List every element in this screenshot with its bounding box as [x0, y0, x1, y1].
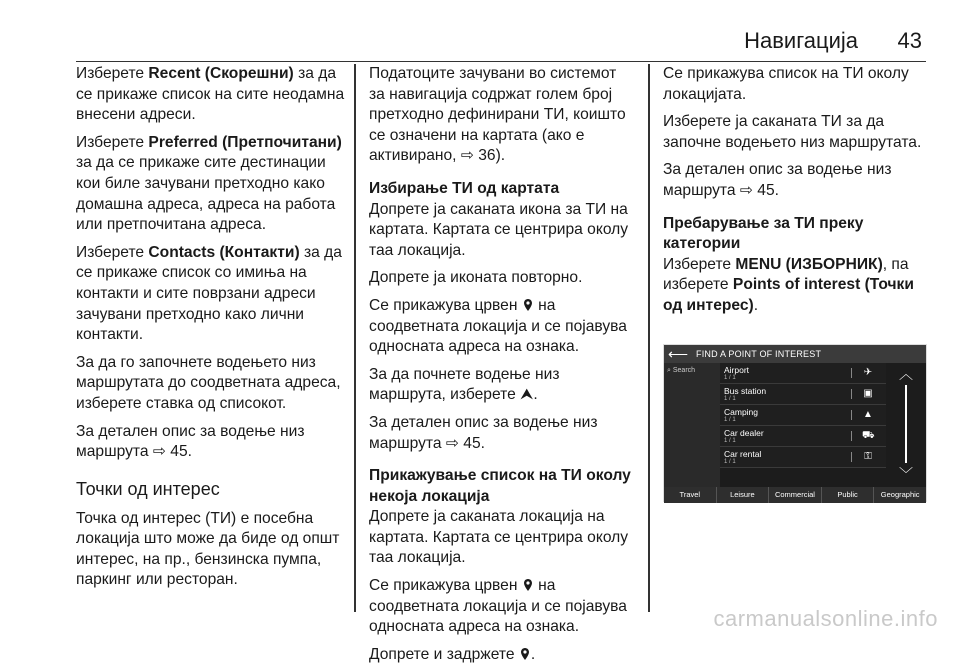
paragraph: За детален опис за водење низ маршрута ⇨ 45.: [76, 422, 305, 461]
back-arrow-icon[interactable]: ⟵: [668, 346, 689, 362]
page-header: [76, 22, 926, 62]
paragraph: За да почнете водење низ маршрута, изберете ⮝.: [369, 365, 560, 404]
paragraph: Изберете Contacts (Контакти) за да се прикаже список со имиња на контакти и сите поврзани адреси зачувани претходно како лични контакти.: [76, 243, 342, 344]
scroll-track[interactable]: [905, 385, 907, 463]
reference-arrow-icon: ⇨: [460, 147, 474, 165]
subheading: Избирање ТИ од картата: [369, 179, 560, 197]
chevron-up-icon[interactable]: ︿: [899, 366, 913, 382]
tab-leisure[interactable]: Leisure: [717, 487, 770, 503]
page-title: Навигација: [744, 28, 858, 53]
airplane-icon: ✈: [863, 367, 873, 378]
paragraph: За детален опис за водење низ маршрута ⇨ 45.: [663, 161, 892, 199]
tab-travel[interactable]: Travel: [664, 487, 717, 503]
paragraph: Се прикажува црвен на соодветната локација и се појавува односната адреса на ознака.: [369, 296, 627, 356]
poi-tab-bar: [664, 487, 926, 503]
paragraph: Се прикажува црвен на соодветната локација и се појавува односната адреса на ознака.: [369, 577, 627, 636]
reference-arrow-icon: ⇨: [152, 443, 166, 461]
poi-sidebar: [664, 363, 720, 487]
search-button[interactable]: ⌕ Search: [667, 367, 696, 374]
poi-category-list: [720, 363, 888, 468]
map-pin-icon: [521, 648, 529, 660]
map-pin-icon: [524, 299, 532, 311]
tent-icon: ▲: [863, 409, 873, 420]
paragraph: Изберете MENU (ИЗБОРНИК), па изберете Points of interest (Точки од интерес).: [663, 255, 914, 314]
subheading: Пребарување за ТИ преку категории: [663, 214, 864, 253]
reference-arrow-icon: ⇨: [739, 181, 753, 199]
scrollbar[interactable]: [886, 363, 926, 487]
paragraph: Точка од интерес (ТИ) е посебна локација што може да биде од општ интерес, на пр., бензинска пумпа, паркинг или ресторан.: [76, 509, 340, 589]
poi-body: [664, 363, 926, 487]
tab-commercial[interactable]: Commercial: [769, 487, 822, 503]
tab-geographic[interactable]: Geographic: [880, 490, 920, 499]
navigate-start-icon: ⮝: [520, 386, 534, 404]
paragraph: За детален опис за водење низ маршрута ⇨ 45.: [369, 413, 598, 452]
paragraph: Допрете ја саканата икона за ТИ на картата. Картата се центрира околу таа локација.: [369, 200, 629, 259]
paragraph: Податоците зачувани во системот за навигација содржат голем број претходно дефинирани ТИ, коишто се означени на картата (ако е активирано, ⇨ 36).: [369, 65, 626, 165]
column-3: [663, 64, 929, 324]
divider: [851, 452, 852, 462]
list-item[interactable]: Car dealer 1 / 1 ⛟: [720, 426, 888, 447]
chevron-down-icon[interactable]: ﹀: [899, 466, 913, 482]
list-item[interactable]: Airport 1 / 1 ✈: [720, 363, 888, 384]
divider: [851, 389, 852, 399]
list-item[interactable]: Car rental 1 / 1 ⚿: [720, 447, 888, 468]
column-divider: [648, 64, 650, 612]
car-key-icon: ⚿: [864, 451, 872, 462]
paragraph: Се прикажува список на ТИ околу локацијата.: [663, 65, 909, 103]
section-heading: Точки од интерес: [76, 478, 220, 499]
paragraph: Допрете ја иконата повторно.: [369, 269, 583, 287]
paragraph: За да го започнете водењето низ маршрутата до соодветната адреса, изберете ставка од списокот.: [76, 353, 341, 412]
paragraph: Изберете ја саканата ТИ за да започне водењето низ маршрутата.: [663, 113, 922, 151]
paragraph: Изберете Recent (Скорешни) за да се прикаже список на сите неодамна внесени адреси.: [76, 65, 345, 124]
list-item[interactable]: Bus station 1 / 1 ▣: [720, 384, 888, 405]
reference-arrow-icon: ⇨: [445, 434, 459, 452]
column-2: [369, 64, 633, 672]
map-pin-icon: [524, 579, 532, 591]
column-1: [76, 64, 348, 598]
poi-screen-title: FIND A POINT OF INTEREST: [696, 349, 822, 359]
page-number: 43: [897, 28, 922, 53]
subheading: Прикажување список на ТИ околу некоја локација: [369, 467, 631, 505]
watermark: carmanualsonline.info: [713, 606, 938, 631]
divider: [851, 431, 852, 441]
poi-screen-figure: [663, 344, 927, 502]
tab-public[interactable]: Public: [822, 487, 875, 503]
car-icon: ⛟: [862, 430, 875, 441]
divider: [851, 410, 852, 420]
column-divider: [354, 64, 356, 612]
paragraph: Допрете ја саканата локација на картата. Картата се центрира околу таа локација.: [369, 508, 629, 567]
paragraph: Изберете Preferred (Претпочитани) за да се прикаже сите дестинации кои биле зачувани претходно како домашна адреса, адреса на работа или претпочитана адреса.: [76, 133, 342, 234]
poi-title-bar: [664, 345, 926, 363]
paragraph: Допрете и задржете .: [369, 645, 536, 663]
divider: [851, 368, 852, 378]
list-item[interactable]: Camping 1 / 1 ▲: [720, 405, 888, 426]
bus-icon: ▣: [863, 388, 873, 399]
